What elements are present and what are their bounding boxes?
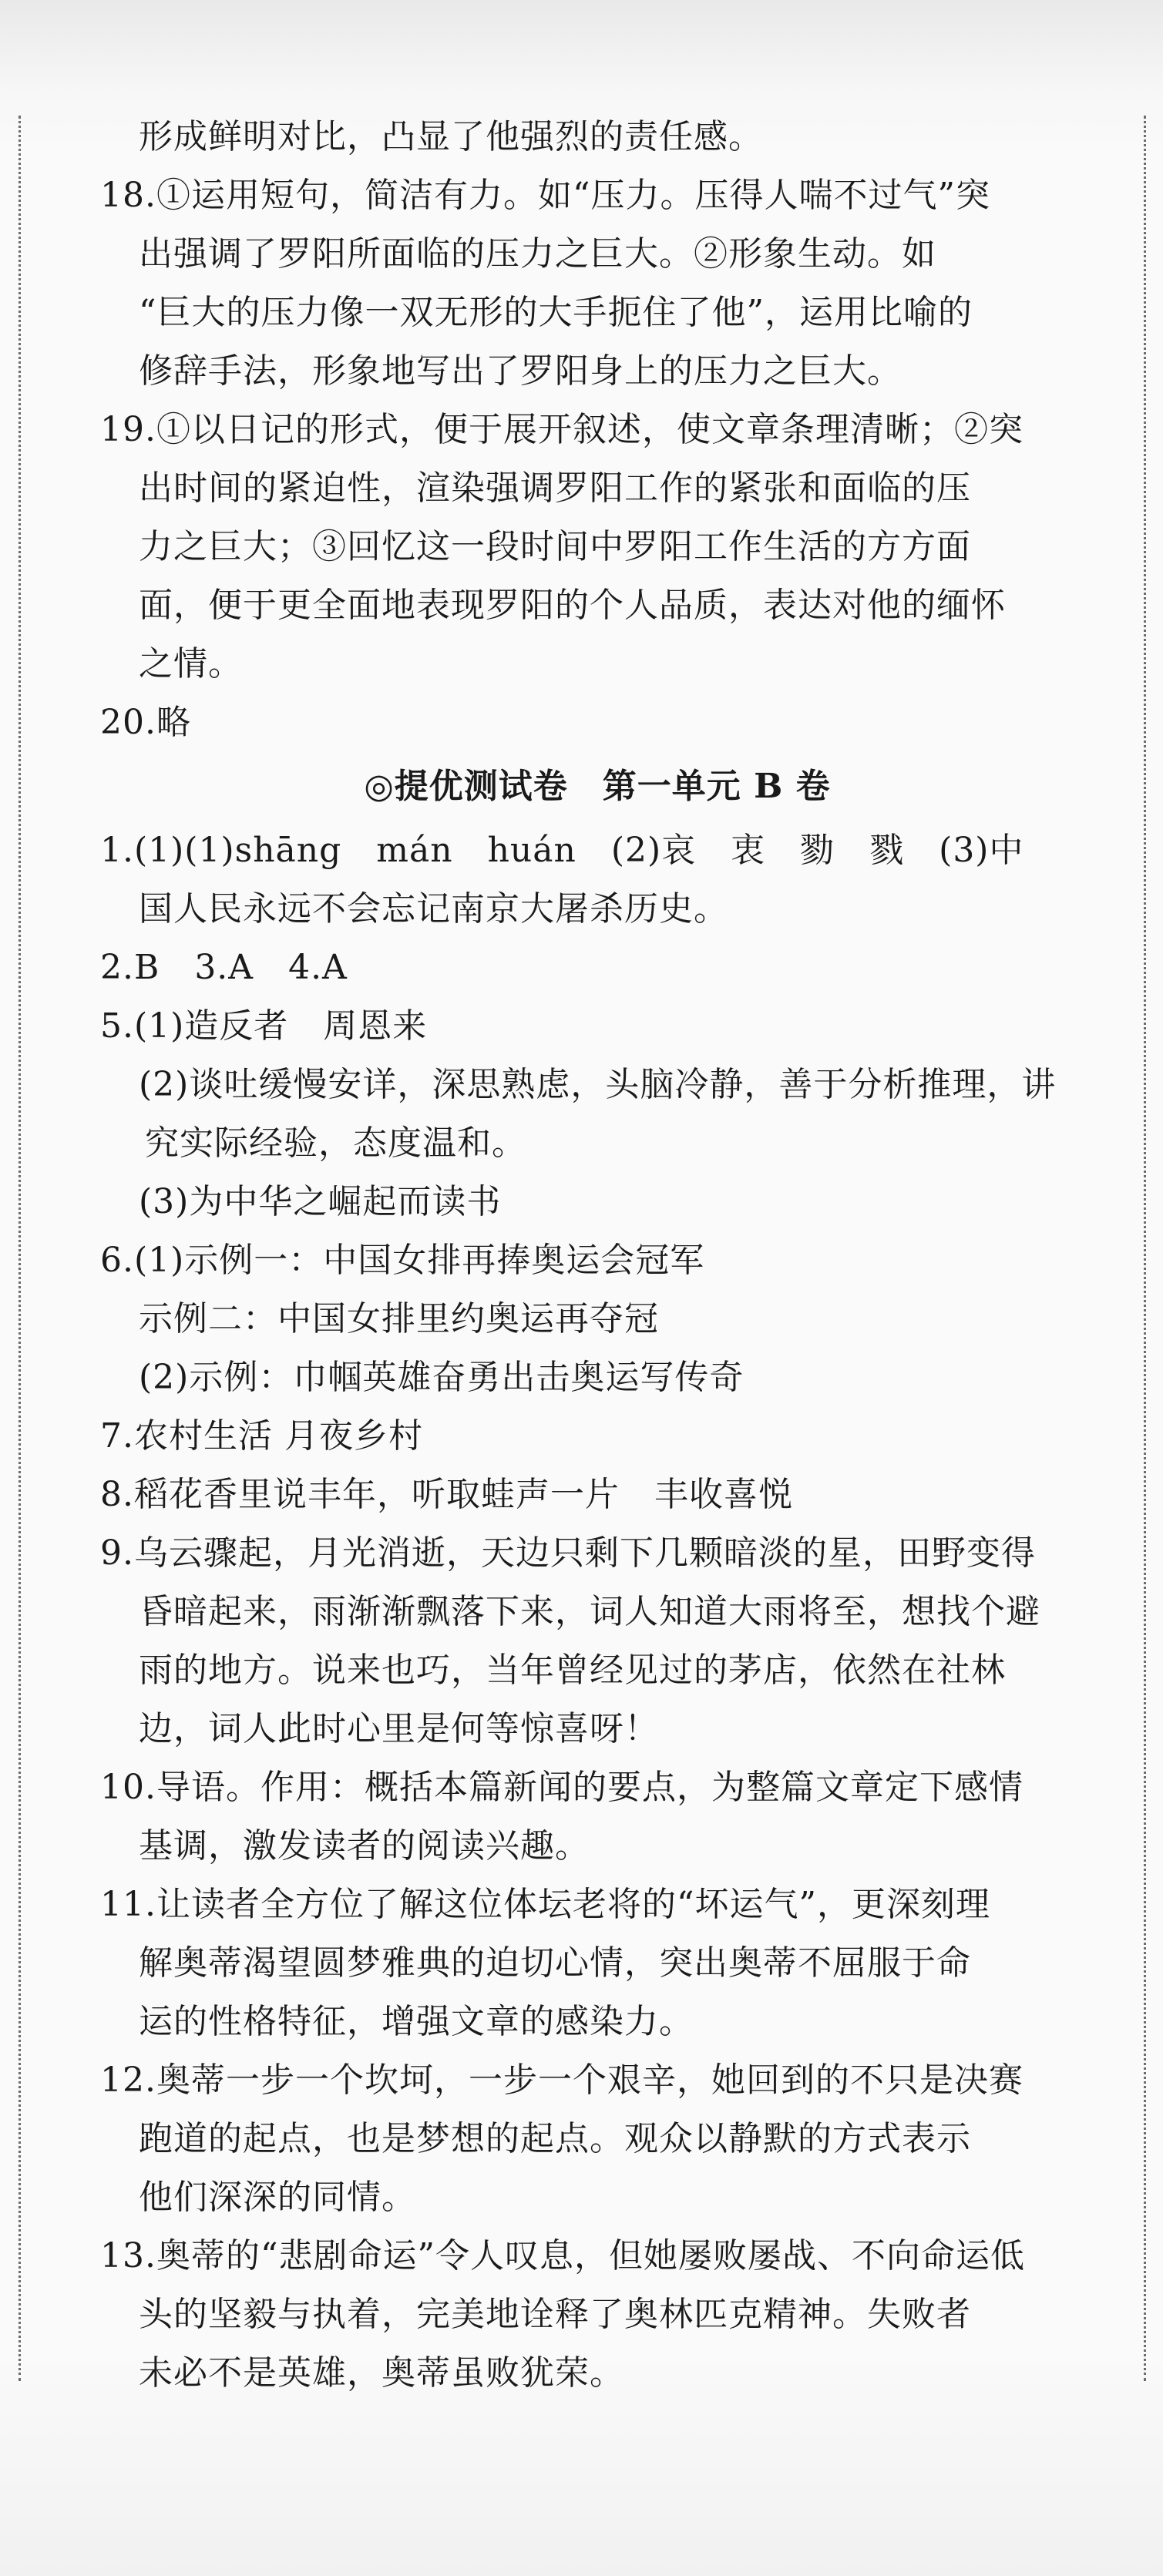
text-line: 10.导语。作用：概括本篇新闻的要点，为整篇文章定下感情 xyxy=(100,1768,1024,1807)
text-line: 修辞手法，形象地写出了罗阳身上的压力之巨大。 xyxy=(139,351,902,391)
answer-text-block xyxy=(100,108,1064,2403)
text-line: 12.奥蒂一步一个坎坷，一步一个艰辛，她回到的不只是决赛 xyxy=(100,2060,1024,2100)
text-line: 面，便于更全面地表现罗阳的个人品质，表达对他的缅怀 xyxy=(139,586,1006,625)
text-line: 形成鲜明对比，凸显了他强烈的责任感。 xyxy=(139,117,763,156)
text-line: 究实际经验，态度温和。 xyxy=(145,1123,526,1163)
text-line: “巨大的压力像一双无形的大手扼住了他”，运用比喻的 xyxy=(139,293,973,332)
text-line: 昏暗起来，雨渐渐飘落下来，词人知道大雨将至，想找个避 xyxy=(139,1592,1040,1631)
text-line: 头的坚毅与执着，完美地诠释了奥林匹克精神。失败者 xyxy=(139,2295,971,2334)
text-line: 13.奥蒂的“悲剧命运”令人叹息，但她屡败屡战、不向命运低 xyxy=(100,2236,1025,2275)
text-line: 未必不是英雄，奥蒂虽败犹荣。 xyxy=(139,2353,624,2393)
text-line: 18.①运用短句，简洁有力。如“压力。压得人喘不过气”突 xyxy=(100,176,990,215)
text-line: 出时间的紧迫性，渲染强调罗阳工作的紧张和面临的压 xyxy=(139,469,971,508)
text-line: 示例二：中国女排里约奥运再夺冠 xyxy=(139,1299,659,1338)
text-line: (2)示例：巾帼英雄奋勇出击奥运写传奇 xyxy=(139,1358,745,1397)
text-line: (2)谈吐缓慢安详，深思熟虑，头脑冷静，善于分析推理，讲 xyxy=(139,1065,1057,1104)
section-heading: ◎提优测试卷 第一单元 B 卷 xyxy=(364,767,831,806)
text-line: 20.略 xyxy=(100,703,191,742)
text-line: 19.①以日记的形式，便于展开叙述，使文章条理清晰；②突 xyxy=(100,410,1024,449)
text-line: (3)为中华之崛起而读书 xyxy=(139,1182,502,1221)
text-line: 运的性格特征，增强文章的感染力。 xyxy=(139,2002,694,2041)
right-dotted-border xyxy=(1144,116,1146,2381)
text-line: 边，词人此时心里是何等惊喜呀！ xyxy=(139,1709,659,1748)
text-line: 2.B 3.A 4.A xyxy=(100,948,348,987)
left-dotted-border xyxy=(18,116,21,2381)
text-line: 解奥蒂渴望圆梦雅典的迫切心情，突出奥蒂不屈服于命 xyxy=(139,1943,971,1983)
text-line: 7.农村生活 月夜乡村 xyxy=(100,1416,423,1456)
text-line: 国人民永远不会忘记南京大屠杀历史。 xyxy=(139,889,728,929)
text-line: 之情。 xyxy=(139,644,243,683)
text-line: 力之巨大；③回忆这一段时间中罗阳工作生活的方方面 xyxy=(139,527,971,566)
text-line: 8.稻花香里说丰年，听取蛙声一片 丰收喜悦 xyxy=(100,1475,793,1514)
text-line: 雨的地方。说来也巧，当年曾经见过的茅店，依然在社林 xyxy=(139,1651,1006,1690)
text-line: 11.让读者全方位了解这位体坛老将的“坏运气”，更深刻理 xyxy=(100,1885,990,1924)
text-line: 他们深深的同情。 xyxy=(139,2178,416,2217)
text-line: 5.(1)造反者 周恩来 xyxy=(100,1006,428,1046)
text-line: 基调，激发读者的阅读兴趣。 xyxy=(139,1826,590,1866)
text-line: 6.(1)示例一：中国女排再捧奥运会冠军 xyxy=(100,1241,705,1280)
text-line: 出强调了罗阳所面临的压力之巨大。②形象生动。如 xyxy=(139,234,936,274)
text-line: 1.(1)(1)shāng mán huán (2)哀 衷 勠 戮 (3)中 xyxy=(100,831,1024,870)
text-line: 跑道的起点，也是梦想的起点。观众以静默的方式表示 xyxy=(139,2119,971,2158)
text-line: 9.乌云骤起，月光消逝，天边只剩下几颗暗淡的星，田野变得 xyxy=(100,1533,1036,1573)
